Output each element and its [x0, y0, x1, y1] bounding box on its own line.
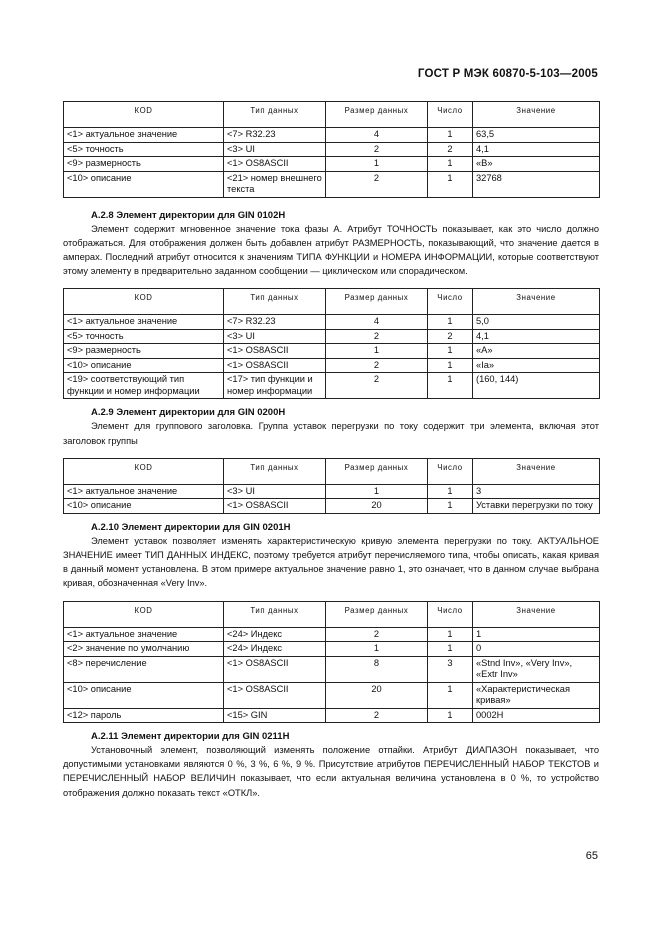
attribute-table-2 — [63, 288, 600, 399]
cell-type: <17> тип функции и номер информации — [224, 373, 326, 399]
table-row — [64, 157, 600, 172]
cell-type: <3> UI — [224, 484, 326, 499]
col-header-data-type: Тип данных — [224, 289, 326, 315]
table-row — [64, 373, 600, 399]
cell-value: 0 — [473, 642, 600, 657]
cell-size: 1 — [326, 642, 428, 657]
cell-type: <21> номер внешнего текста — [224, 171, 326, 197]
table-row — [64, 358, 600, 373]
cell-size: 1 — [326, 344, 428, 359]
section-paragraph: Элемент для группового заголовка. Группа уставок перегрузки по току содержит три элемента, включая этот заголовок группы — [63, 421, 599, 446]
cell-value: 4,1 — [473, 329, 600, 344]
page-number: 65 — [585, 850, 598, 862]
cell-count: 1 — [428, 358, 473, 373]
cell-size: 4 — [326, 315, 428, 330]
cell-kod: <5> точность — [64, 142, 224, 157]
col-header-data-type: Тип данных — [224, 102, 326, 128]
cell-size: 1 — [326, 157, 428, 172]
cell-value: 32768 — [473, 171, 600, 197]
cell-size: 2 — [326, 373, 428, 399]
cell-kod: <9> размерность — [64, 344, 224, 359]
cell-value: 1 — [473, 627, 600, 642]
cell-count: 1 — [428, 484, 473, 499]
section-title: А.2.10 Элемент директории для GIN 0201H — [91, 521, 291, 533]
cell-type: <7> R32.23 — [224, 315, 326, 330]
cell-type: <7> R32.23 — [224, 128, 326, 143]
cell-value: Уставки перегрузки по току — [473, 499, 600, 514]
col-header-value: Значение — [473, 102, 600, 128]
section-paragraph: Установочный элемент, позволяющий изменять положение отпайки. Атрибут ДИАПАЗОН показывает, что допустимыми установками являются 0 %, 3 %, 6 %, 9 %. Присутствие атрибутов ПЕРЕЧИСЛЕННЫЙ НАБОР ТЕКСТОВ и ПЕРЕЧИСЛЕННЫЙ НАБОР ВЕЛИЧИН показывает, что если актуальная величина установлена в 0 %, то устройство отображения должно показать текст «ОТКЛ». — [63, 745, 599, 798]
cell-value: «А» — [473, 344, 600, 359]
table-header — [64, 458, 600, 484]
cell-kod: <10> описание — [64, 682, 224, 708]
cell-count: 1 — [428, 708, 473, 723]
cell-kod: <1> актуальное значение — [64, 484, 224, 499]
cell-count: 1 — [428, 627, 473, 642]
cell-count: 1 — [428, 344, 473, 359]
table-row — [64, 642, 600, 657]
cell-size: 2 — [326, 171, 428, 197]
cell-value: 3 — [473, 484, 600, 499]
cell-count: 1 — [428, 157, 473, 172]
cell-size: 20 — [326, 499, 428, 514]
cell-kod: <9> размерность — [64, 157, 224, 172]
table-header — [64, 601, 600, 627]
col-header-data-size: Размер данных — [326, 289, 428, 315]
cell-count: 1 — [428, 373, 473, 399]
cell-type: <24> Индекс — [224, 642, 326, 657]
section-paragraph: Элемент содержит мгновенное значение тока фазы А. Атрибут ТОЧНОСТЬ показывает, как это число должно отображаться. Для отображения должен быть добавлен атрибут РАЗМЕРНОСТЬ, показывающий, что значение дается в амперах. Последний атрибут относится к значениям ТИПА ФУНКЦИИ и НОМЕРА ИНФОРМАЦИИ, которые соответствуют этому элементу в предварительно заданном сообщении — циклическом или спорадическом. — [63, 223, 599, 277]
col-header-data-type: Тип данных — [224, 458, 326, 484]
attribute-table-3 — [63, 458, 600, 514]
table-row — [64, 484, 600, 499]
attribute-table-1 — [63, 101, 600, 198]
table-row — [64, 499, 600, 514]
cell-kod: <12> пароль — [64, 708, 224, 723]
cell-kod: <1> актуальное значение — [64, 627, 224, 642]
table-row — [64, 128, 600, 143]
col-header-data-size: Размер данных — [326, 102, 428, 128]
page-content — [63, 101, 599, 800]
cell-value: «Характеристическая кривая» — [473, 682, 600, 708]
col-header-value: Значение — [473, 601, 600, 627]
cell-kod: <2> значение по умолчанию — [64, 642, 224, 657]
table-row — [64, 656, 600, 682]
table-row — [64, 171, 600, 197]
cell-size: 8 — [326, 656, 428, 682]
cell-type: <24> Индекс — [224, 627, 326, 642]
cell-count: 1 — [428, 315, 473, 330]
cell-size: 20 — [326, 682, 428, 708]
cell-value: 5,0 — [473, 315, 600, 330]
col-header-count: Число — [428, 289, 473, 315]
col-header-kod: КОD — [64, 601, 224, 627]
cell-type: <1> OS8ASCII — [224, 682, 326, 708]
cell-type: <1> OS8ASCII — [224, 656, 326, 682]
table-row — [64, 315, 600, 330]
table-header — [64, 102, 600, 128]
cell-size: 2 — [326, 708, 428, 723]
cell-value: «Ia» — [473, 358, 600, 373]
cell-type: <1> OS8ASCII — [224, 358, 326, 373]
cell-count: 1 — [428, 499, 473, 514]
table-header — [64, 289, 600, 315]
cell-type: <3> UI — [224, 142, 326, 157]
cell-type: <1> OS8ASCII — [224, 344, 326, 359]
section-paragraph: Элемент уставок позволяет изменять характеристическую кривую элемента перегрузки по току. АКТУАЛЬНОЕ ЗНАЧЕНИЕ имеет ТИП ДАННЫХ ИНДЕКС, поэтому требуется атрибут перечисляемого типа, чтобы описать, какая кривая в данный момент установлена. В этом примере актуальное значение равно 1, это означает, что в данном случае выбрана кривая, обозначенная «Very Inv». — [63, 535, 599, 589]
cell-size: 2 — [326, 627, 428, 642]
cell-value: 63,5 — [473, 128, 600, 143]
cell-size: 2 — [326, 142, 428, 157]
cell-size: 4 — [326, 128, 428, 143]
cell-size: 2 — [326, 329, 428, 344]
col-header-count: Число — [428, 458, 473, 484]
col-header-data-size: Размер данных — [326, 458, 428, 484]
cell-value: «Stnd Inv», «Very Inv», «Extr Inv» — [473, 656, 600, 682]
section-title: А.2.9 Элемент директории для GIN 0200H — [91, 407, 286, 419]
cell-kod: <8> перечисление — [64, 656, 224, 682]
document-header: ГОСТ Р МЭК 60870-5-103—2005 — [417, 68, 598, 80]
cell-type: <1> OS8ASCII — [224, 499, 326, 514]
col-header-kod: КОD — [64, 289, 224, 315]
cell-count: 1 — [428, 682, 473, 708]
cell-value: (160, 144) — [473, 373, 600, 399]
col-header-kod: КОD — [64, 102, 224, 128]
col-header-data-size: Размер данных — [326, 601, 428, 627]
col-header-count: Число — [428, 601, 473, 627]
cell-type: <1> OS8ASCII — [224, 157, 326, 172]
cell-kod: <1> актуальное значение — [64, 315, 224, 330]
col-header-kod: КОD — [64, 458, 224, 484]
cell-count: 2 — [428, 329, 473, 344]
cell-value: 4,1 — [473, 142, 600, 157]
col-header-value: Значение — [473, 458, 600, 484]
cell-value: «В» — [473, 157, 600, 172]
cell-type: <15> GIN — [224, 708, 326, 723]
cell-count: 1 — [428, 642, 473, 657]
table-row — [64, 329, 600, 344]
cell-count: 1 — [428, 128, 473, 143]
cell-count: 1 — [428, 171, 473, 197]
table-row — [64, 142, 600, 157]
cell-kod: <10> описание — [64, 358, 224, 373]
cell-size: 1 — [326, 484, 428, 499]
cell-kod: <10> описание — [64, 499, 224, 514]
cell-kod: <10> описание — [64, 171, 224, 197]
attribute-table-4 — [63, 601, 600, 724]
col-header-value: Значение — [473, 289, 600, 315]
col-header-count: Число — [428, 102, 473, 128]
table-row — [64, 682, 600, 708]
cell-kod: <5> точность — [64, 329, 224, 344]
cell-count: 2 — [428, 142, 473, 157]
cell-value: 0002H — [473, 708, 600, 723]
table-row — [64, 627, 600, 642]
cell-kod: <19> соответствующий тип функции и номер информации — [64, 373, 224, 399]
cell-type: <3> UI — [224, 329, 326, 344]
section-title: А.2.11 Элемент директории для GIN 0211H — [91, 731, 290, 743]
cell-size: 2 — [326, 358, 428, 373]
cell-kod: <1> актуальное значение — [64, 128, 224, 143]
section-title: А.2.8 Элемент директории для GIN 0102H — [91, 209, 286, 221]
col-header-data-type: Тип данных — [224, 601, 326, 627]
table-row — [64, 344, 600, 359]
table-row — [64, 708, 600, 723]
cell-count: 3 — [428, 656, 473, 682]
